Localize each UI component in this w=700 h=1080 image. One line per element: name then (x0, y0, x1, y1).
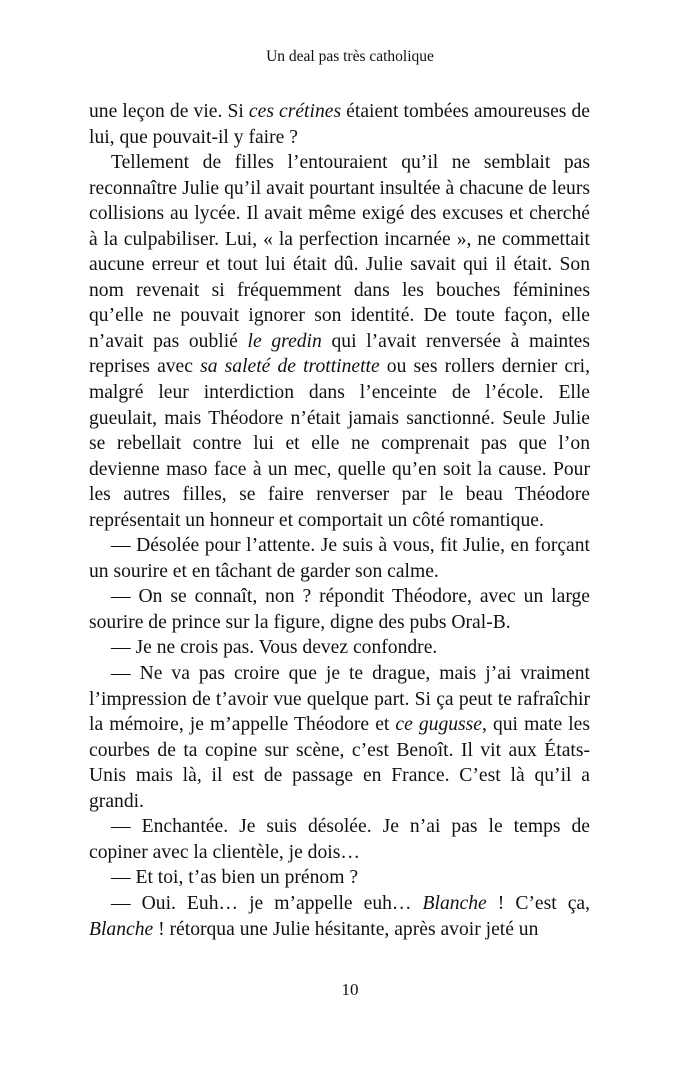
text-run: — Oui. Euh… je m’appelle euh… (111, 892, 423, 914)
text-run: étaient tombées amoureuses de lui, que pouvait-il y faire ? (89, 101, 590, 148)
text-run: qui l’avait renversée à maintes reprises avec (89, 330, 590, 378)
text-run: ou ses rollers dernier cri, malgré leur interdiction dans l’enceinte de l’école. Elle gueulait, mais Théodore n’était jamais sanctionné. Seule Julie se rebellait contre lui et elle ne comprenait pas que l’on devienne maso face à un mec, quelle qu’en soit la cause. Pour les autres filles, se faire renverser par le beau Théodore représentait un honneur et comportait un côté romantique. (89, 356, 590, 531)
dialogue-paragraph (89, 865, 590, 891)
italic-run: le gredin (247, 330, 322, 352)
paragraph (89, 99, 590, 150)
text-run: — Et toi, t’as bien un prénom ? (111, 867, 359, 889)
text-run: , qui mate les courbes de ta copine sur scène, c’est Benoît. Il vit aux États-Unis mais là, il est de passage en France. C’est là qu’il a grandi. (89, 714, 590, 812)
running-head: Un deal pas très catholique (266, 48, 434, 65)
italic-run: ce gugusse (395, 714, 482, 736)
body-text (89, 99, 590, 942)
text-run: Tellement de filles l’entouraient qu’il ne semblait pas reconnaître Julie qu’il avait pourtant insultée à chacune de leurs collisions au lycée. Il avait même exigé des excuses et cherché à la culpabiliser. Lui, « la perfection incarnée », ne commettait aucune erreur et tout lui était dû. Julie savait qui il était. Son nom revenait si fréquemment dans les bouches féminines qu’elle ne pouvait ignorer son identité. De toute façon, elle n’avait pas oublié (89, 152, 590, 352)
dialogue-paragraph (89, 533, 590, 584)
italic-run: Blanche (422, 892, 487, 914)
text-run: ! rétorqua une Julie hésitante, après avoir jeté un (153, 918, 539, 940)
text-run: ! C’est ça, (486, 892, 590, 914)
dialogue-paragraph (89, 891, 590, 942)
text-run: — Enchantée. Je suis désolée. Je n’ai pas le temps de copiner avec la clientèle, je dois… (89, 816, 590, 863)
text-run: — Ne va pas croire que je te drague, mais j’ai vraiment l’impression de t’avoir vue quelque part. Si ça peut te rafraîchir la mémoire, je m’appelle Théodore et (89, 663, 590, 736)
page-number: 10 (341, 980, 359, 999)
dialogue-paragraph (89, 814, 590, 865)
italic-run: ces crétines (248, 101, 342, 122)
dialogue-paragraph (89, 584, 590, 635)
dialogue-paragraph (89, 661, 590, 814)
text-run: — On se connaît, non ? répondit Théodore, avec un large sourire de prince sur la figure, digne des pubs Oral-B. (89, 586, 590, 633)
text-run: — Désolée pour l’attente. Je suis à vous, fit Julie, en forçant un sourire et en tâchant de garder son calme. (89, 535, 590, 582)
text-run: — Je ne crois pas. Vous devez confondre. (111, 637, 438, 659)
dialogue-paragraph (89, 635, 590, 661)
text-run: une leçon de vie. Si (89, 101, 249, 122)
italic-run: Blanche (89, 918, 154, 940)
italic-run: sa saleté de trottinette (200, 356, 380, 378)
paragraph (89, 150, 590, 533)
